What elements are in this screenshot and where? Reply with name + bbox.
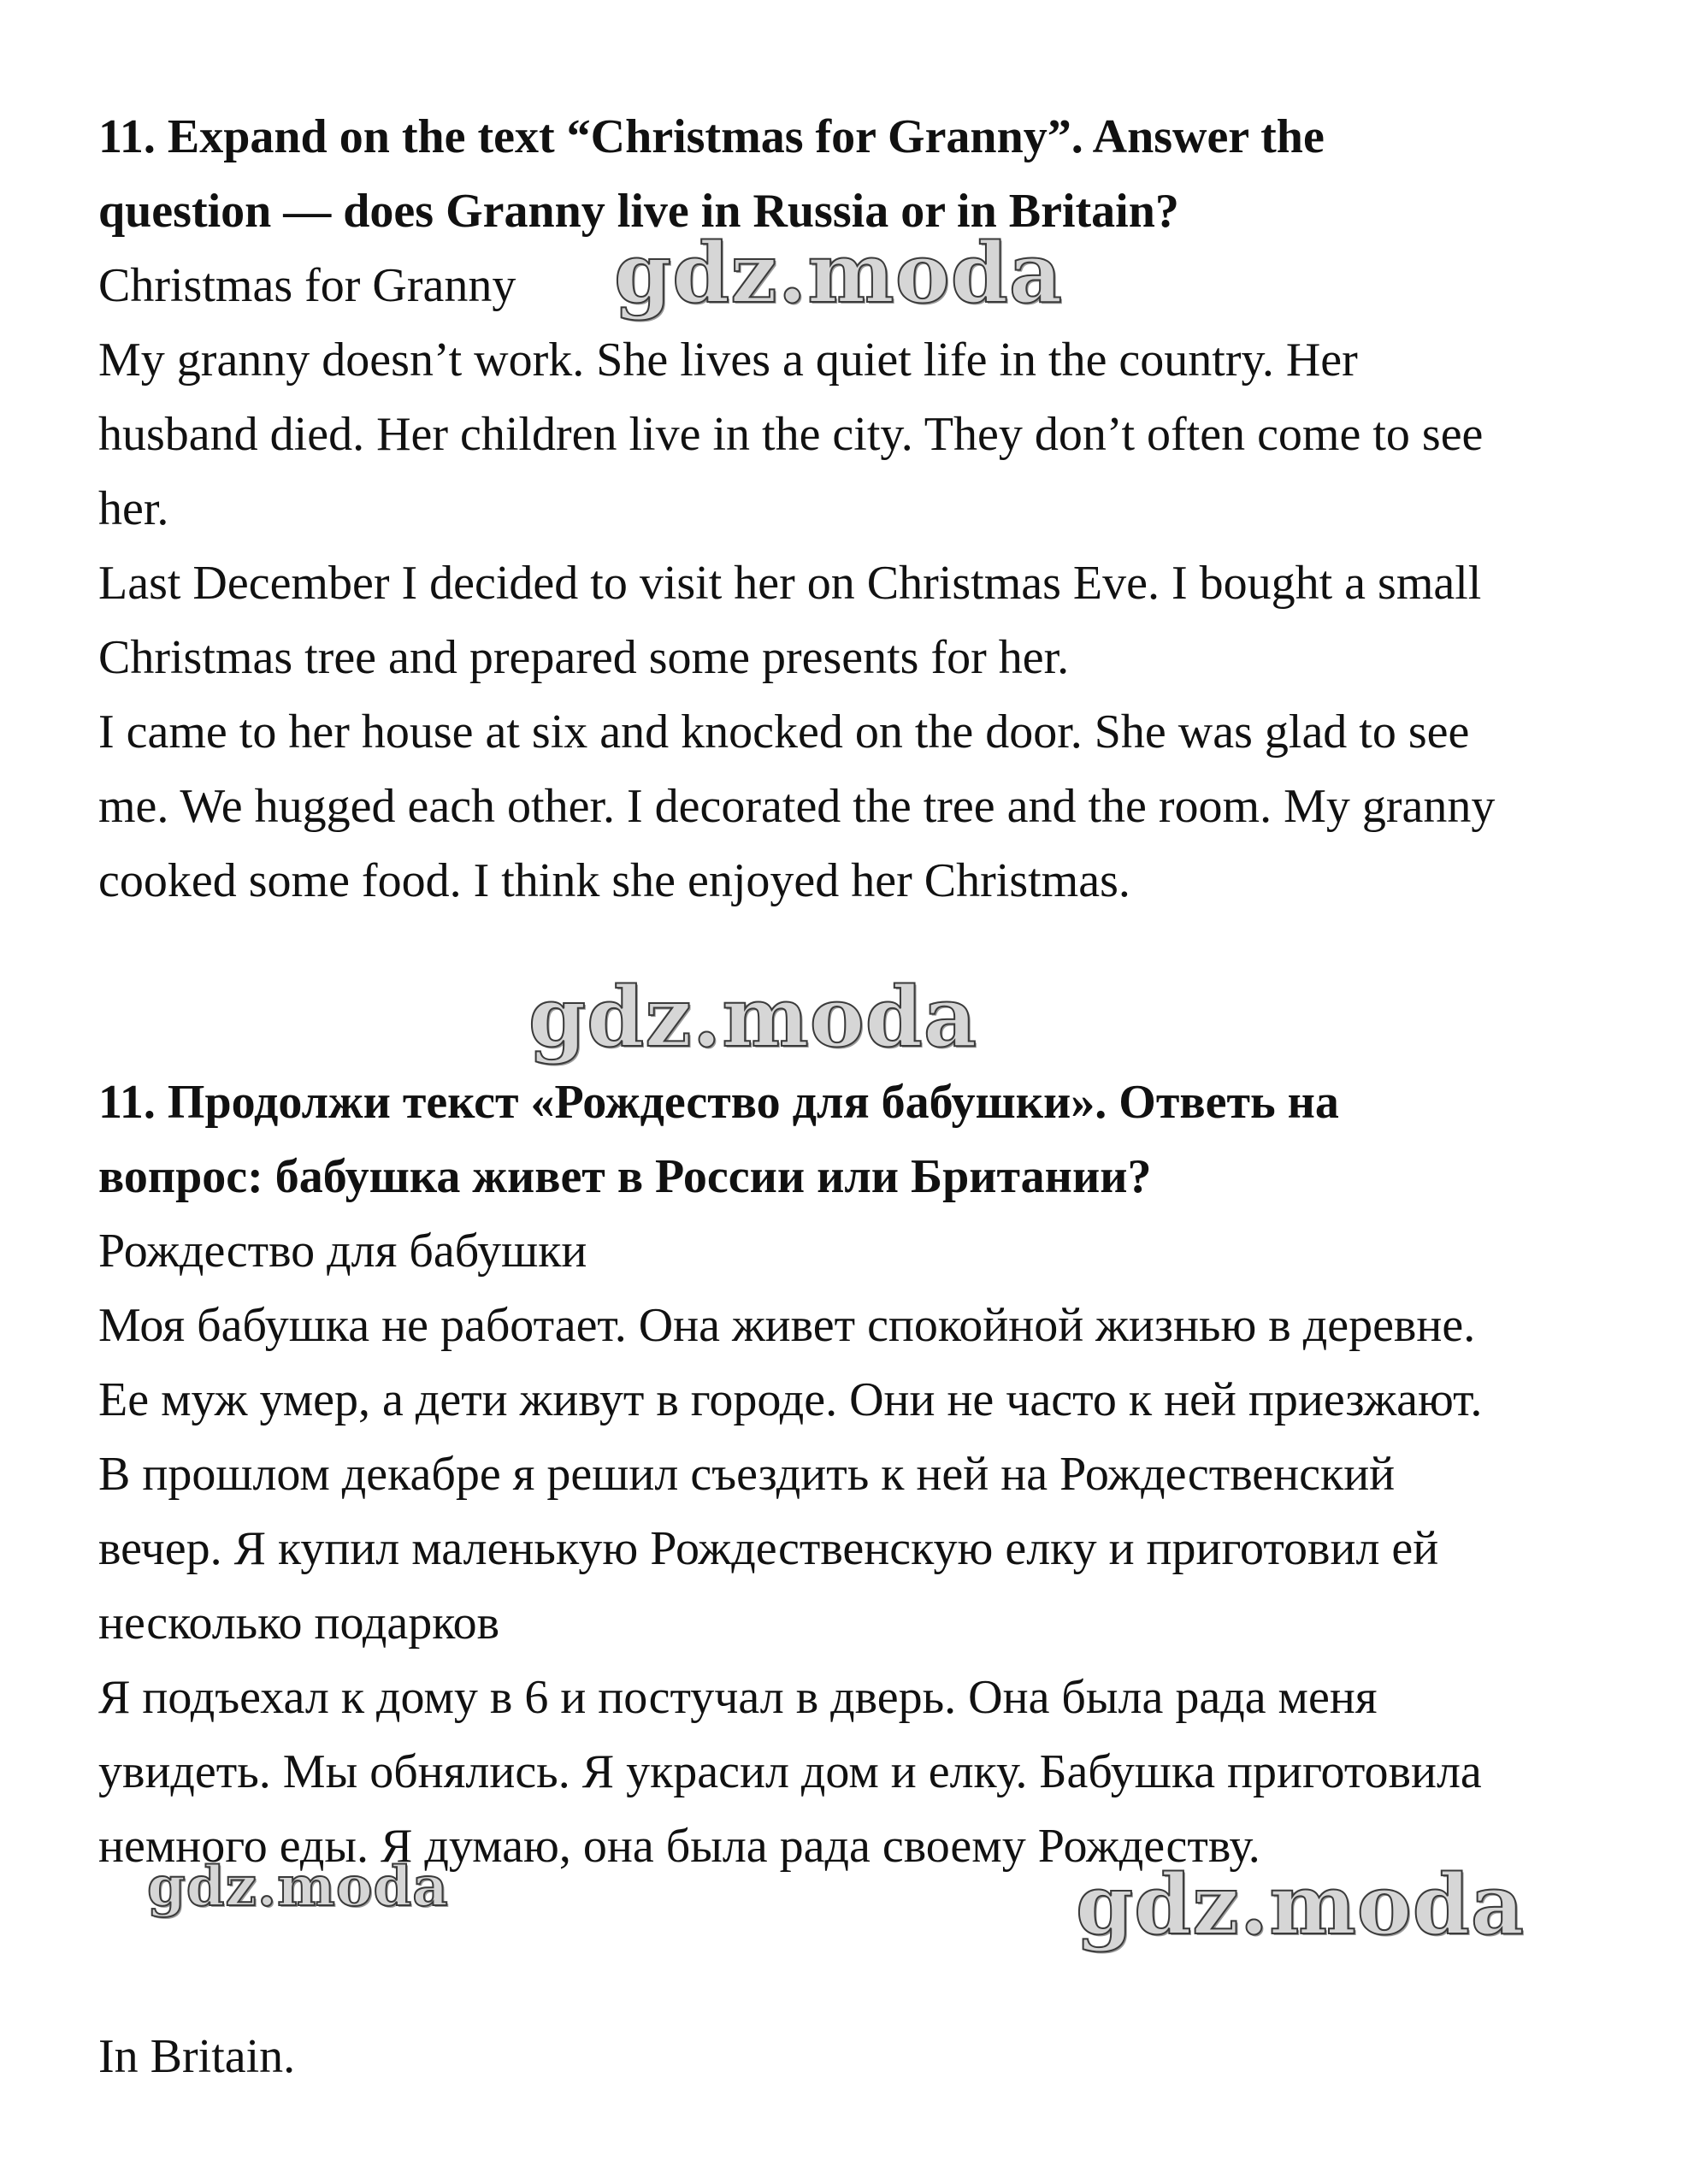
answer-text: In Britain. xyxy=(98,2030,296,2083)
english-body-line-4: Last December I decided to visit her on Christmas Eve. I bought a small xyxy=(98,557,1482,610)
russian-title: Рождество для бабушки xyxy=(98,1225,587,1278)
russian-body-line-7: увидеть. Мы обнялись. Я украсил дом и елку. Бабушка приготовила xyxy=(98,1745,1482,1798)
watermark-logo: gdz.moda xyxy=(147,1855,449,1919)
russian-body-line-5: несколько подарков xyxy=(98,1597,500,1650)
english-heading-line-2: question — does Granny live in Russia or in Britain? xyxy=(98,185,1179,238)
watermark-logo: gdz.moda xyxy=(614,225,1064,322)
russian-body-line-2: Ее муж умер, а дети живут в городе. Они не часто к ней приезжают. xyxy=(98,1373,1483,1426)
english-body-line-3: her. xyxy=(98,482,169,535)
english-body-line-5: Christmas tree and prepared some presents for her. xyxy=(98,631,1070,684)
russian-body-line-8: немного еды. Я думаю, она была рада своему Рождеству. xyxy=(98,1820,1260,1873)
english-body-line-2: husband died. Her children live in the city. They don’t often come to see xyxy=(98,408,1484,461)
watermark-logo: gdz.moda xyxy=(528,969,978,1065)
russian-heading-line-2: вопрос: бабушка живет в России или Британии? xyxy=(98,1150,1152,1203)
russian-body-line-4: вечер. Я купил маленькую Рождественскую елку и приготовил ей xyxy=(98,1522,1439,1575)
english-body-line-8: cooked some food. I think she enjoyed her Christmas. xyxy=(98,854,1130,907)
russian-body-line-1: Моя бабушка не работает. Она живет спокойной жизнью в деревне. xyxy=(98,1299,1476,1352)
english-title: Christmas for Granny xyxy=(98,259,516,312)
russian-heading-line-1: 11. Продолжи текст «Рождество для бабушки». Ответь на xyxy=(98,1076,1339,1129)
russian-body-line-6: Я подъехал к дому в 6 и постучал в дверь. Она была рада меня xyxy=(98,1671,1378,1724)
english-body-line-6: I came to her house at six and knocked on the door. She was glad to see xyxy=(98,705,1470,758)
english-body-line-1: My granny doesn’t work. She lives a quiet life in the country. Her xyxy=(98,334,1358,387)
english-heading-line-1: 11. Expand on the text “Christmas for Granny”. Answer the xyxy=(98,110,1325,163)
russian-body-line-3: В прошлом декабре я решил съездить к ней на Рождественский xyxy=(98,1448,1396,1501)
watermark-logo: gdz.moda xyxy=(1076,1856,1526,1953)
english-body-line-7: me. We hugged each other. I decorated the tree and the room. My granny xyxy=(98,780,1496,833)
